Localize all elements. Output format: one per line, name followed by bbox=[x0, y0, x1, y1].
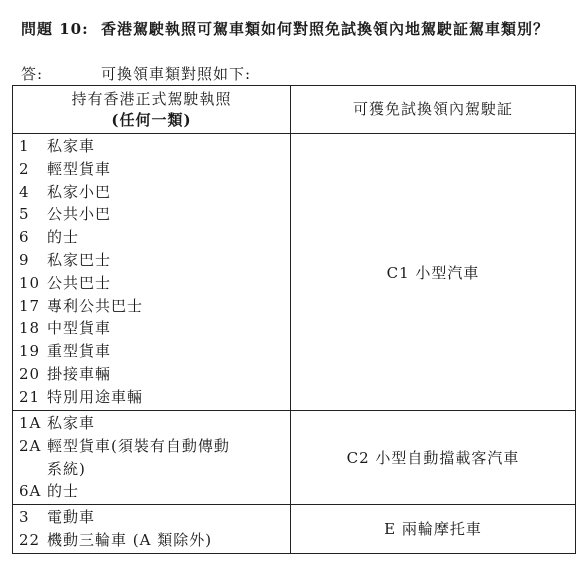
hk-vehicle-classes-e bbox=[13, 505, 291, 554]
mainland-licence-c1: C1 小型汽車 bbox=[291, 134, 576, 411]
mainland-licence-e: E 兩輪摩托車 bbox=[291, 505, 576, 554]
list-item: 1A 私家車 bbox=[19, 414, 96, 432]
header-mainland-licence: 可獲免試換領內駕駛証 bbox=[291, 86, 576, 134]
header-hk-licence-line2: (任何一類) bbox=[111, 110, 192, 129]
table-row bbox=[13, 505, 576, 554]
licence-conversion-table bbox=[12, 85, 576, 554]
list-item: 2 輕型貨車 bbox=[19, 159, 112, 178]
list-item-continuation: 系統) bbox=[47, 459, 86, 478]
list-item: 3 電動車 bbox=[19, 508, 96, 527]
hk-vehicle-classes-c2 bbox=[13, 411, 291, 505]
question-text: 香港駕駛執照可駕車類如何對照免試換領內地駕駛証駕車類別？ bbox=[101, 20, 550, 38]
table-row bbox=[13, 134, 576, 411]
list-item: 6A 的士 bbox=[19, 482, 80, 501]
list-item: 5 公共小巴 bbox=[19, 205, 112, 224]
list-item: 17 專利公共巴士 bbox=[19, 296, 144, 315]
header-hk-licence-line1: 持有香港正式駕駛執照 bbox=[71, 89, 232, 108]
answer-label: 答: bbox=[21, 65, 44, 83]
list-item: 20 掛接車輛 bbox=[19, 364, 112, 383]
header-hk-licence bbox=[13, 86, 291, 134]
list-item: 2A 輕型貨車(須裝有自動傳動 bbox=[19, 436, 230, 455]
question-label: 問題 10: bbox=[21, 20, 89, 38]
list-item: 19 重型貨車 bbox=[19, 342, 112, 361]
list-item: 9 私家巴士 bbox=[19, 250, 112, 269]
table-row bbox=[13, 411, 576, 505]
list-item: 1 私家車 bbox=[19, 137, 96, 155]
hk-vehicle-classes-c1 bbox=[13, 134, 291, 411]
list-item: 21 特別用途車輛 bbox=[19, 387, 144, 406]
list-item: 10 公共巴士 bbox=[19, 273, 112, 292]
question-block bbox=[21, 18, 581, 40]
answer-block bbox=[21, 64, 251, 84]
table-header-row bbox=[13, 86, 576, 134]
list-item: 4 私家小巴 bbox=[19, 182, 112, 201]
list-item: 18 中型貨車 bbox=[19, 319, 112, 338]
list-item: 6 的士 bbox=[19, 228, 80, 247]
mainland-licence-c2: C2 小型自動擋載客汽車 bbox=[291, 411, 576, 505]
answer-text: 可換領車類對照如下: bbox=[101, 65, 252, 83]
list-item: 22 機動三輪車 (A 類除外) bbox=[19, 530, 213, 549]
